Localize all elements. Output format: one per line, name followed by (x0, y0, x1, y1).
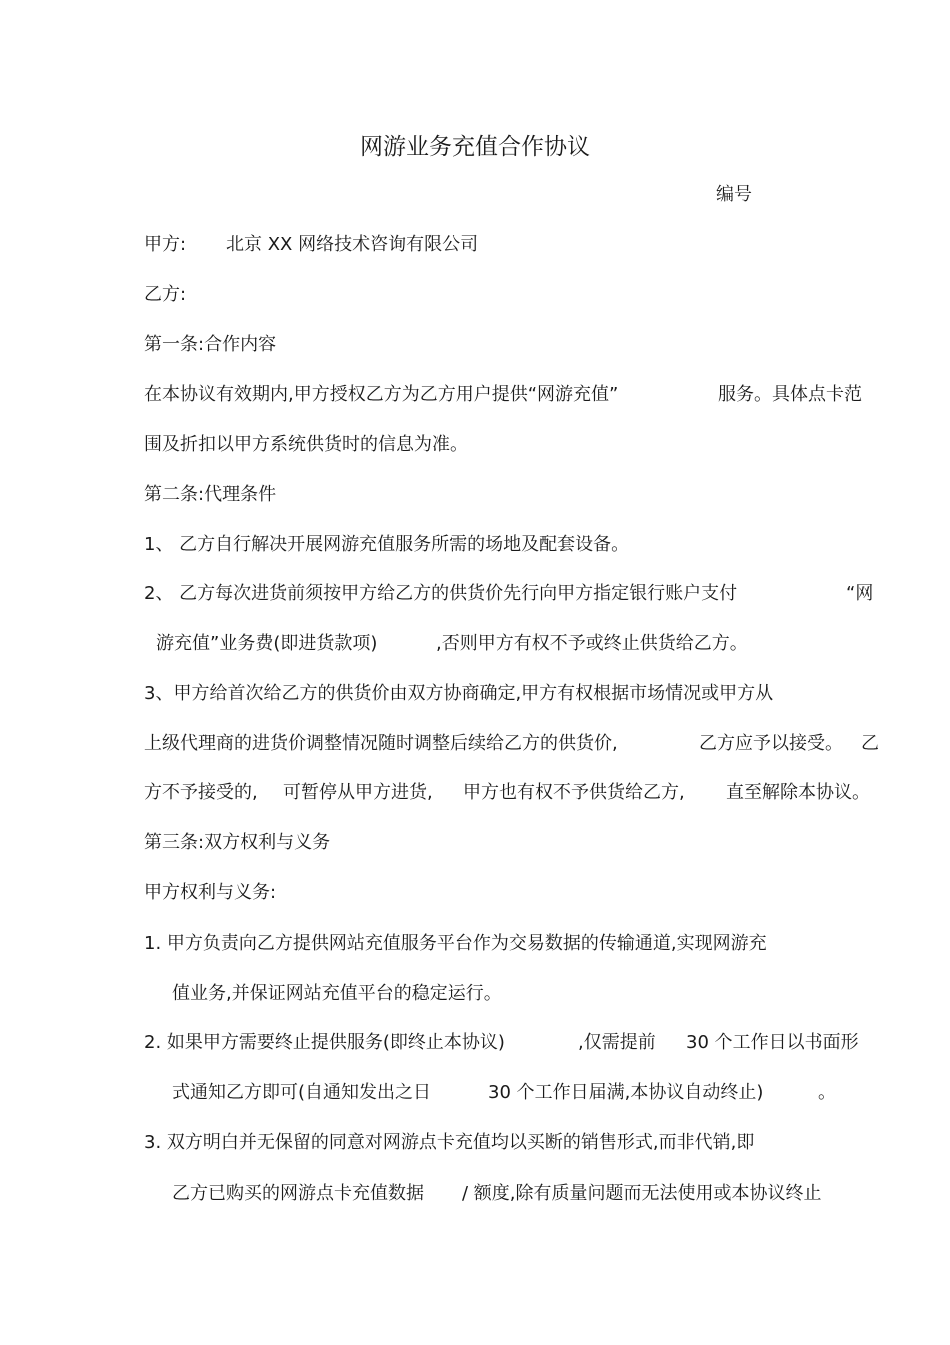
article2-item3-line3c: 甲方也有权不予供货给乙方, (463, 782, 685, 803)
article2-item3-line2c: 乙 (861, 733, 879, 754)
article2-heading: 第二条:代理条件 (144, 484, 277, 505)
document-number-label: 编号 (716, 184, 752, 205)
article1-line2: 围及折扣以甲方系统供货时的信息为准。 (144, 434, 468, 455)
article2-item2-line1b: “网 (846, 583, 874, 604)
article3-item3-line1: 3. 双方明白并无保留的同意对网游点卡充值均以买断的销售形式,而非代销,即 (144, 1132, 755, 1153)
article2-item3-line3d: 直至解除本协议。 (726, 782, 870, 803)
article3-heading: 第三条:双方权利与义务 (144, 832, 331, 853)
article2-item3-line2b: 乙方应予以接受。 (699, 733, 843, 754)
article3-item2-line1b: ,仅需提前 (578, 1032, 656, 1053)
article2-item2-line2a: 游充值”业务费(即进货款项) (156, 633, 378, 654)
article1-line1b: 服务。具体点卡范 (718, 384, 862, 405)
party-b-label: 乙方: (144, 284, 187, 305)
article3-item2-line1c: 30 个工作日以书面形 (686, 1032, 859, 1053)
article1-heading: 第一条:合作内容 (144, 334, 277, 355)
party-a-value: 北京 XX 网络技术咨询有限公司 (226, 234, 479, 255)
article2-item2-line1a: 2、 乙方每次进货前须按甲方给乙方的供货价先行向甲方指定银行账户支付 (144, 583, 738, 604)
article3-item1-line2: 值业务,并保证网站充值平台的稳定运行。 (172, 983, 502, 1004)
article3-item2-line2b: 30 个工作日届满,本协议自动终止) (488, 1082, 764, 1103)
article3-item3-line2b: / 额度,除有质量问题而无法使用或本协议终止 (462, 1183, 822, 1204)
article2-item3-line3b: 可暂停从甲方进货, (283, 782, 433, 803)
party-a-line (144, 233, 186, 257)
article3-item2-line1a: 2. 如果甲方需要终止提供服务(即终止本协议) (144, 1032, 505, 1053)
article1-line1a: 在本协议有效期内,甲方授权乙方为乙方用户提供“网游充值” (144, 384, 619, 405)
document-title: 网游业务充值合作协议 (360, 134, 590, 160)
article3-item1-line1: 1. 甲方负责向乙方提供网站充值服务平台作为交易数据的传输通道,实现网游充 (144, 933, 767, 954)
article2-item3-line1: 3、甲方给首次给乙方的供货价由双方协商确定,甲方有权根据市场情况或甲方从 (144, 683, 774, 704)
article2-item1: 1、 乙方自行解决开展网游充值服务所需的场地及配套设备。 (144, 534, 630, 555)
article3-item3-line2a: 乙方已购买的网游点卡充值数据 (172, 1183, 424, 1204)
article3-item2-line2c: 。 (818, 1082, 836, 1103)
article2-item3-line2a: 上级代理商的进货价调整情况随时调整后续给乙方的供货价, (144, 733, 618, 754)
party-a-label: 甲方: (144, 234, 187, 255)
article2-item2-line2b: ,否则甲方有权不予或终止供货给乙方。 (436, 633, 748, 654)
article3-sub-heading: 甲方权利与义务: (144, 882, 277, 903)
article2-item3-line3a: 方不予接受的, (144, 782, 258, 803)
article3-item2-line2a: 式通知乙方即可(自通知发出之日 (172, 1082, 432, 1103)
